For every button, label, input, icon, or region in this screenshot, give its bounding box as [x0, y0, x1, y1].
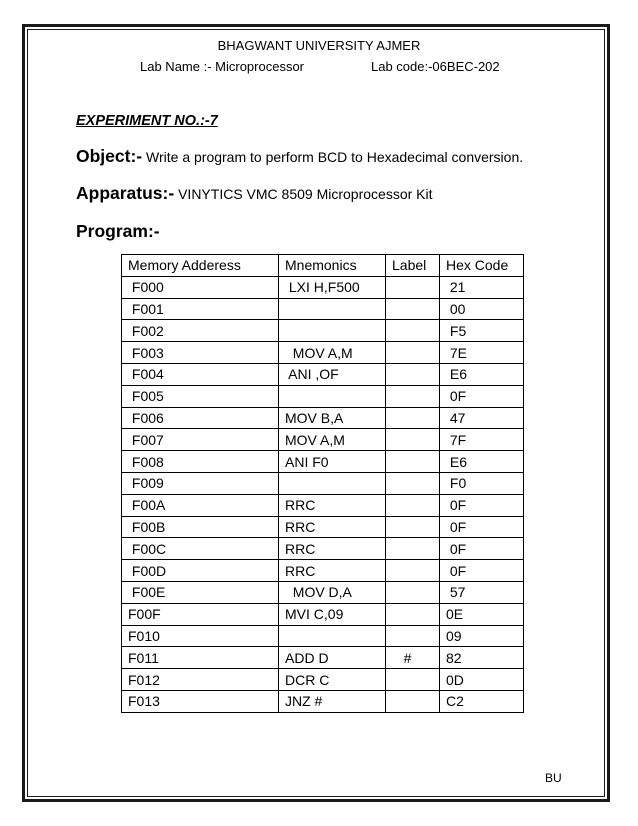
table-row — [122, 669, 524, 691]
experiment-title: EXPERIMENT NO.:-7 — [76, 113, 218, 129]
label-cell — [386, 538, 440, 560]
label-cell — [386, 625, 440, 647]
memory-address-cell: F005 — [122, 385, 279, 407]
label-cell — [386, 342, 440, 364]
apparatus-text: VINYTICS VMC 8509 Microprocessor Kit — [174, 186, 433, 202]
label-cell — [386, 494, 440, 516]
mnemonic-cell — [279, 298, 386, 320]
memory-address-cell: F000 — [122, 276, 279, 298]
memory-address-cell: F002 — [122, 320, 279, 342]
table-row — [122, 342, 524, 364]
label-cell — [386, 407, 440, 429]
hex-code-cell: 0F — [440, 538, 524, 560]
mnemonic-cell — [279, 625, 386, 647]
memory-address-cell: F00A — [122, 494, 279, 516]
table-row — [122, 429, 524, 451]
hex-code-cell: F5 — [440, 320, 524, 342]
memory-address-cell: F003 — [122, 342, 279, 364]
memory-address-cell: F010 — [122, 625, 279, 647]
mnemonic-cell — [279, 385, 386, 407]
hex-code-cell: 7E — [440, 342, 524, 364]
table-row — [122, 363, 524, 385]
label-cell — [386, 603, 440, 625]
mnemonic-cell: RRC — [279, 538, 386, 560]
mnemonic-cell: RRC — [279, 516, 386, 538]
table-row — [122, 385, 524, 407]
memory-address-cell: F011 — [122, 647, 279, 669]
label-cell — [386, 560, 440, 582]
mnemonic-cell: ANI ,OF — [279, 363, 386, 385]
header-memory-address: Memory Adderess — [122, 255, 279, 277]
mnemonic-cell: RRC — [279, 560, 386, 582]
mnemonic-cell: MVI C,09 — [279, 603, 386, 625]
object-label: Object:- — [76, 146, 143, 166]
hex-code-cell: 0F — [440, 560, 524, 582]
label-cell — [386, 581, 440, 603]
label-cell — [386, 385, 440, 407]
table-row — [122, 407, 524, 429]
label-cell — [386, 690, 440, 712]
memory-address-cell: F012 — [122, 669, 279, 691]
lab-code: Lab code:-06BEC-202 — [371, 59, 500, 74]
mnemonic-cell — [279, 320, 386, 342]
hex-code-cell: 00 — [440, 298, 524, 320]
hex-code-cell: E6 — [440, 363, 524, 385]
mnemonic-cell: RRC — [279, 494, 386, 516]
mnemonic-cell: DCR C — [279, 669, 386, 691]
table-row — [122, 603, 524, 625]
mnemonic-cell: JNZ # — [279, 690, 386, 712]
table-row — [122, 560, 524, 582]
mnemonic-cell: MOV A,M — [279, 342, 386, 364]
hex-code-cell: 0E — [440, 603, 524, 625]
memory-address-cell: F00D — [122, 560, 279, 582]
mnemonic-cell: LXI H,F500 — [279, 276, 386, 298]
table-row — [122, 298, 524, 320]
memory-address-cell: F00C — [122, 538, 279, 560]
table-row — [122, 625, 524, 647]
memory-address-cell: F004 — [122, 363, 279, 385]
hex-code-cell: 0F — [440, 516, 524, 538]
header-hex-code: Hex Code — [440, 255, 524, 277]
label-cell — [386, 429, 440, 451]
memory-address-cell: F00B — [122, 516, 279, 538]
table-row — [122, 538, 524, 560]
table-header-row — [122, 255, 524, 277]
apparatus-label: Apparatus:- — [76, 183, 175, 203]
hex-code-cell: 09 — [440, 625, 524, 647]
lab-name: Lab Name :- Microprocessor — [140, 59, 304, 74]
header-label: Label — [386, 255, 440, 277]
label-cell: # — [386, 647, 440, 669]
table-row — [122, 516, 524, 538]
program-heading: Program:- — [76, 221, 160, 241]
label-cell — [386, 363, 440, 385]
label-cell — [386, 516, 440, 538]
memory-address-cell: F001 — [122, 298, 279, 320]
program-table — [121, 254, 524, 713]
hex-code-cell: F0 — [440, 472, 524, 494]
mnemonic-cell: ADD D — [279, 647, 386, 669]
memory-address-cell: F006 — [122, 407, 279, 429]
hex-code-cell: C2 — [440, 690, 524, 712]
label-cell — [386, 320, 440, 342]
memory-address-cell: F00F — [122, 603, 279, 625]
header-mnemonics: Mnemonics — [279, 255, 386, 277]
hex-code-cell: 0F — [440, 385, 524, 407]
memory-address-cell: F009 — [122, 472, 279, 494]
hex-code-cell: 82 — [440, 647, 524, 669]
table-row — [122, 494, 524, 516]
object-text: Write a program to perform BCD to Hexadecimal conversion. — [142, 149, 524, 165]
label-cell — [386, 472, 440, 494]
label-cell — [386, 669, 440, 691]
apparatus-line — [76, 183, 433, 204]
hex-code-cell: 57 — [440, 581, 524, 603]
mnemonic-cell — [279, 472, 386, 494]
table-row — [122, 581, 524, 603]
hex-code-cell: 47 — [440, 407, 524, 429]
mnemonic-cell: MOV A,M — [279, 429, 386, 451]
table-row — [122, 690, 524, 712]
table-row — [122, 472, 524, 494]
object-line — [76, 146, 523, 167]
memory-address-cell: F013 — [122, 690, 279, 712]
hex-code-cell: 7F — [440, 429, 524, 451]
table-row — [122, 451, 524, 473]
hex-code-cell: 0D — [440, 669, 524, 691]
hex-code-cell: E6 — [440, 451, 524, 473]
table-row — [122, 647, 524, 669]
table-row — [122, 320, 524, 342]
hex-code-cell: 21 — [440, 276, 524, 298]
mnemonic-cell: MOV B,A — [279, 407, 386, 429]
university-name: BHAGWANT UNIVERSITY AJMER — [217, 38, 421, 53]
mnemonic-cell: ANI F0 — [279, 451, 386, 473]
memory-address-cell: F007 — [122, 429, 279, 451]
label-cell — [386, 298, 440, 320]
memory-address-cell: F00E — [122, 581, 279, 603]
hex-code-cell: 0F — [440, 494, 524, 516]
label-cell — [386, 276, 440, 298]
footer-initials: BU — [545, 771, 562, 785]
table-row — [122, 276, 524, 298]
label-cell — [386, 451, 440, 473]
mnemonic-cell: MOV D,A — [279, 581, 386, 603]
memory-address-cell: F008 — [122, 451, 279, 473]
